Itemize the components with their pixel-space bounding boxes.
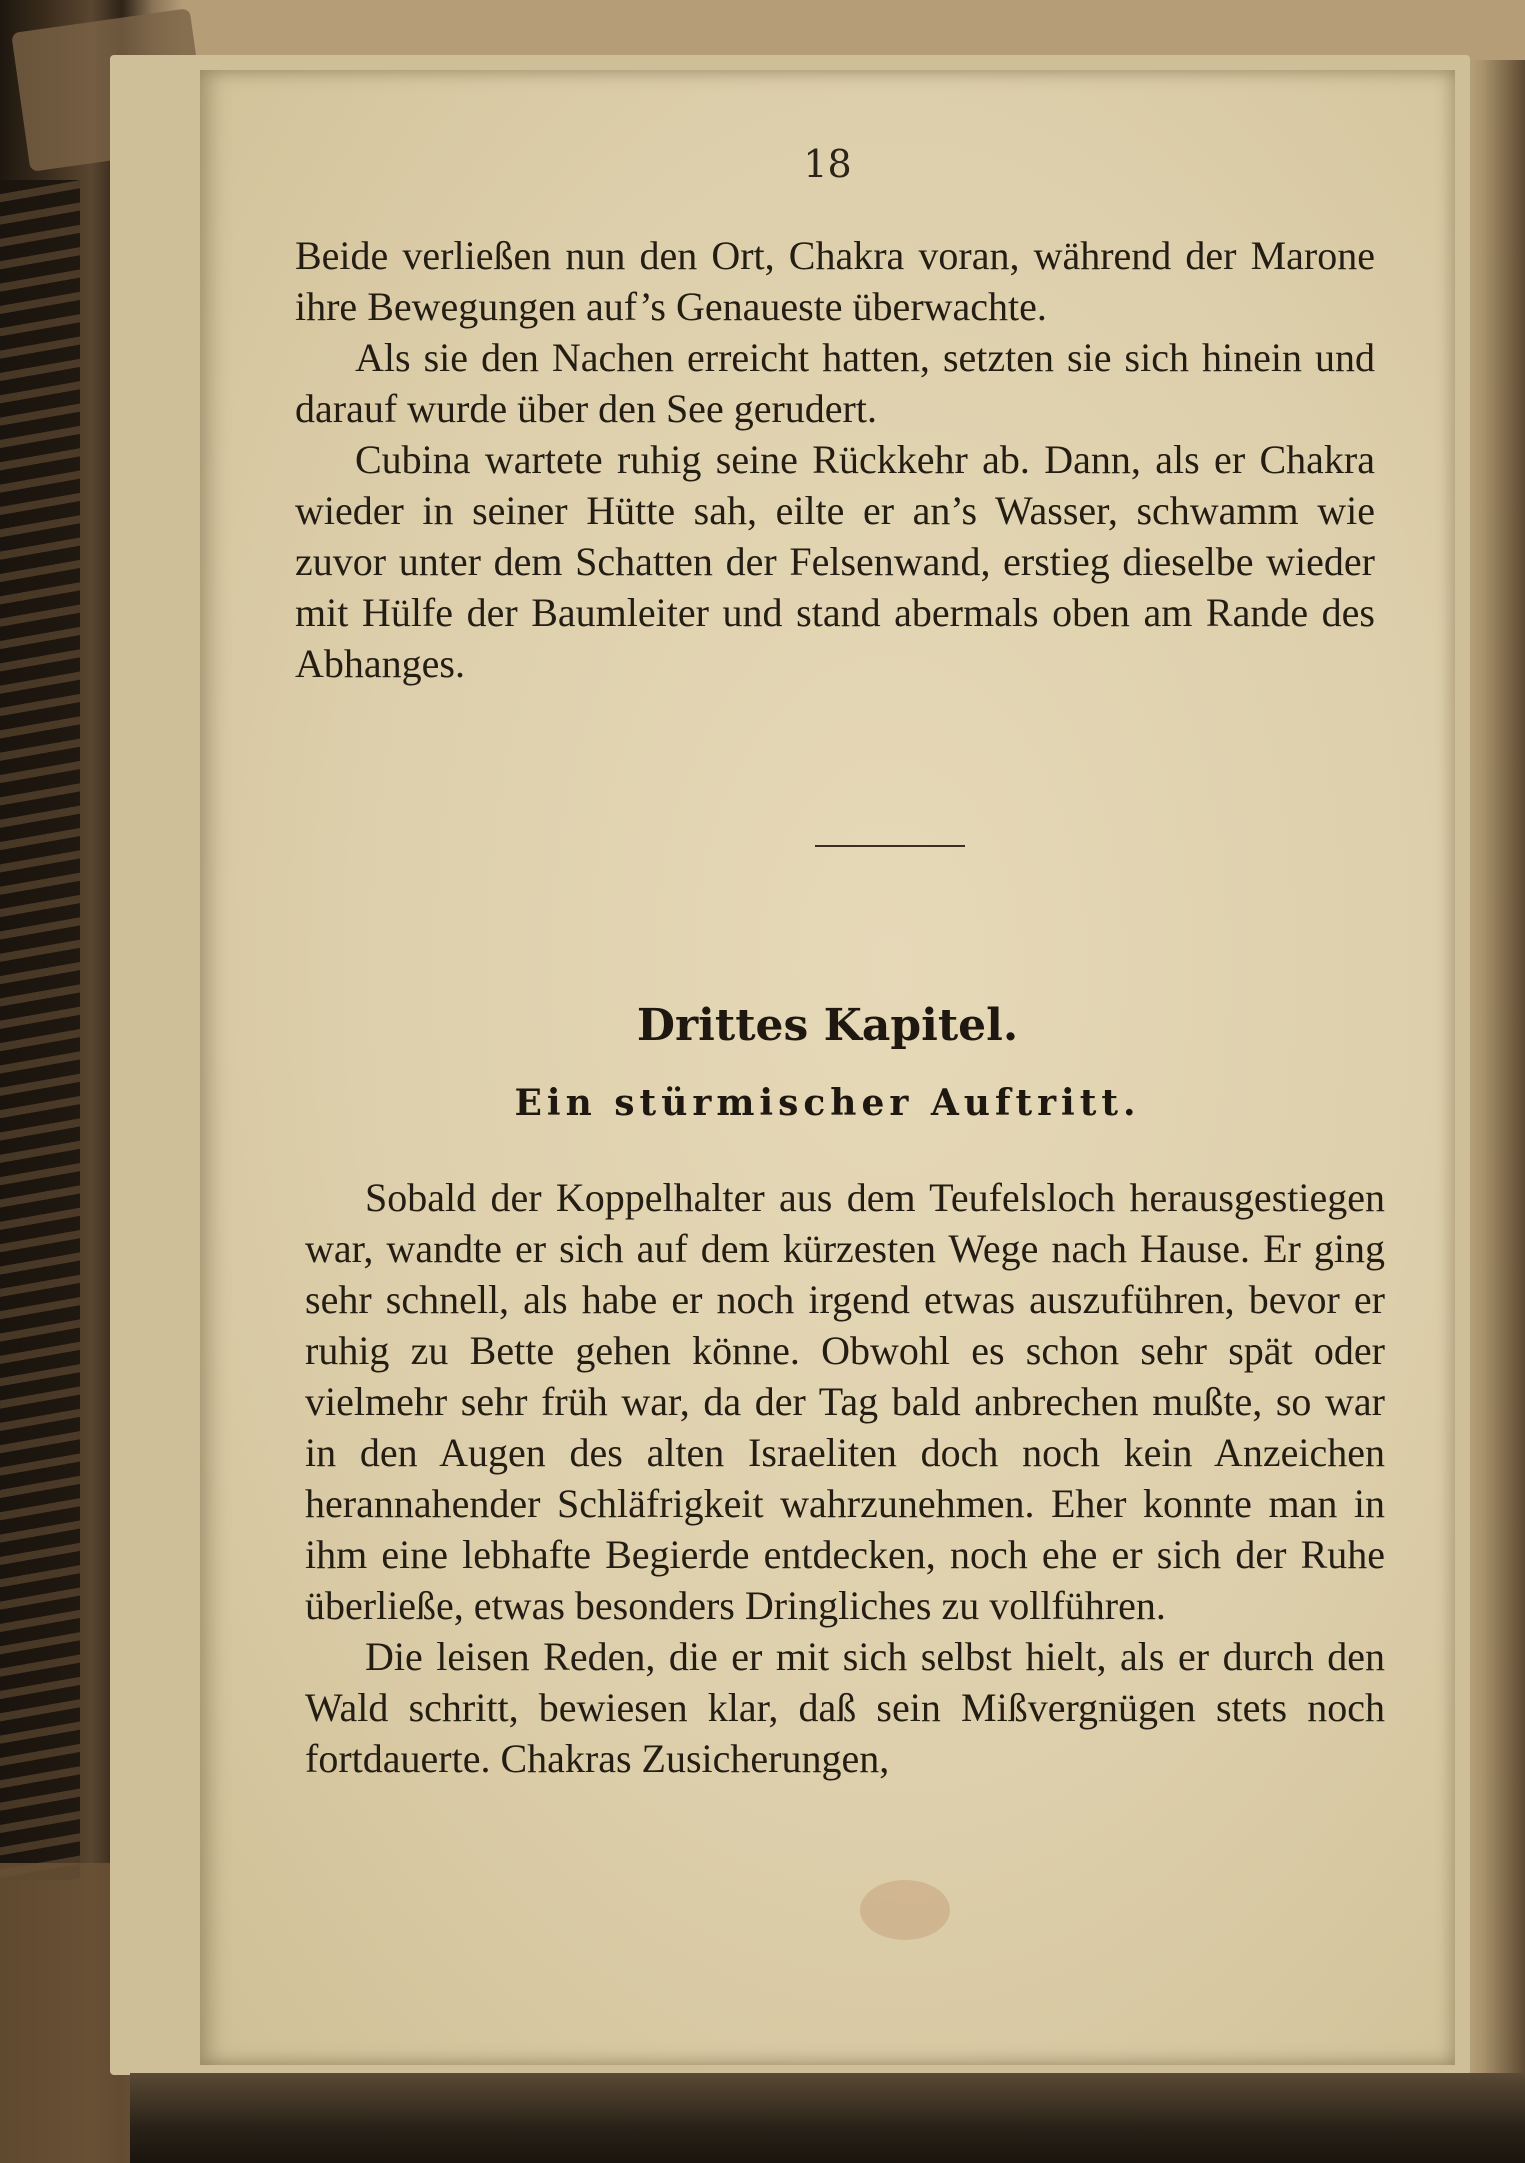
page-number: 18 (803, 142, 852, 186)
bottom-text-section (305, 1172, 1385, 1784)
section-divider (815, 845, 965, 847)
page-edges-bottom (130, 2073, 1525, 2163)
paragraph: Beide verließen nun den Ort, Chakra voran, während der Marone ihre Bewegungen auf’s Genaueste überwachte. (295, 233, 1375, 329)
paragraph: Sobald der Koppelhalter aus dem Teufelsloch herausgestiegen war, wandte er sich auf dem kürzesten Wege nach Hause. Er ging sehr schnell, als habe er noch irgend etwas auszuführen, bevor er ruhig zu Bette gehen könne. Obwohl es schon sehr spät oder vielmehr sehr früh war, da der Tag bald anbrechen mußte, so war in den Augen des alten Israeliten doch noch kein Anzeichen herannahender Schläfrigkeit wahrzunehmen. Eher konnte man in ihm eine lebhafte Begierde entdecken, noch ehe er sich der Ruhe überließe, etwas besonders Dringliches zu vollführen. (305, 1175, 1385, 1628)
top-text-section (295, 230, 1375, 689)
paragraph: Die leisen Reden, die er mit sich selbst hielt, als er durch den Wald schritt, bewiesen klar, daß sein Mißvergnügen stets noch fortdauerte. Chakras Zusicherungen, (305, 1634, 1385, 1781)
paper-stain (860, 1880, 950, 1940)
chapter-subtitle: Ein stürmischer Auftritt. (514, 1082, 1141, 1124)
chapter-title: Drittes Kapitel. (636, 1000, 1019, 1051)
paragraph: Als sie den Nachen erreicht hatten, setzten sie sich hinein und darauf wurde über den See gerudert. (295, 335, 1375, 431)
paragraph: Cubina wartete ruhig seine Rückkehr ab. Dann, als er Chakra wieder in seiner Hütte sah, eilte er an’s Wasser, schwamm wie zuvor unter dem Schatten der Felsenwand, erstieg dieselbe wieder mit Hülfe der Baumleiter und stand abermals oben am Rande des Abhanges. (295, 437, 1375, 686)
book-page (200, 70, 1455, 2065)
book-spine (0, 180, 80, 1880)
